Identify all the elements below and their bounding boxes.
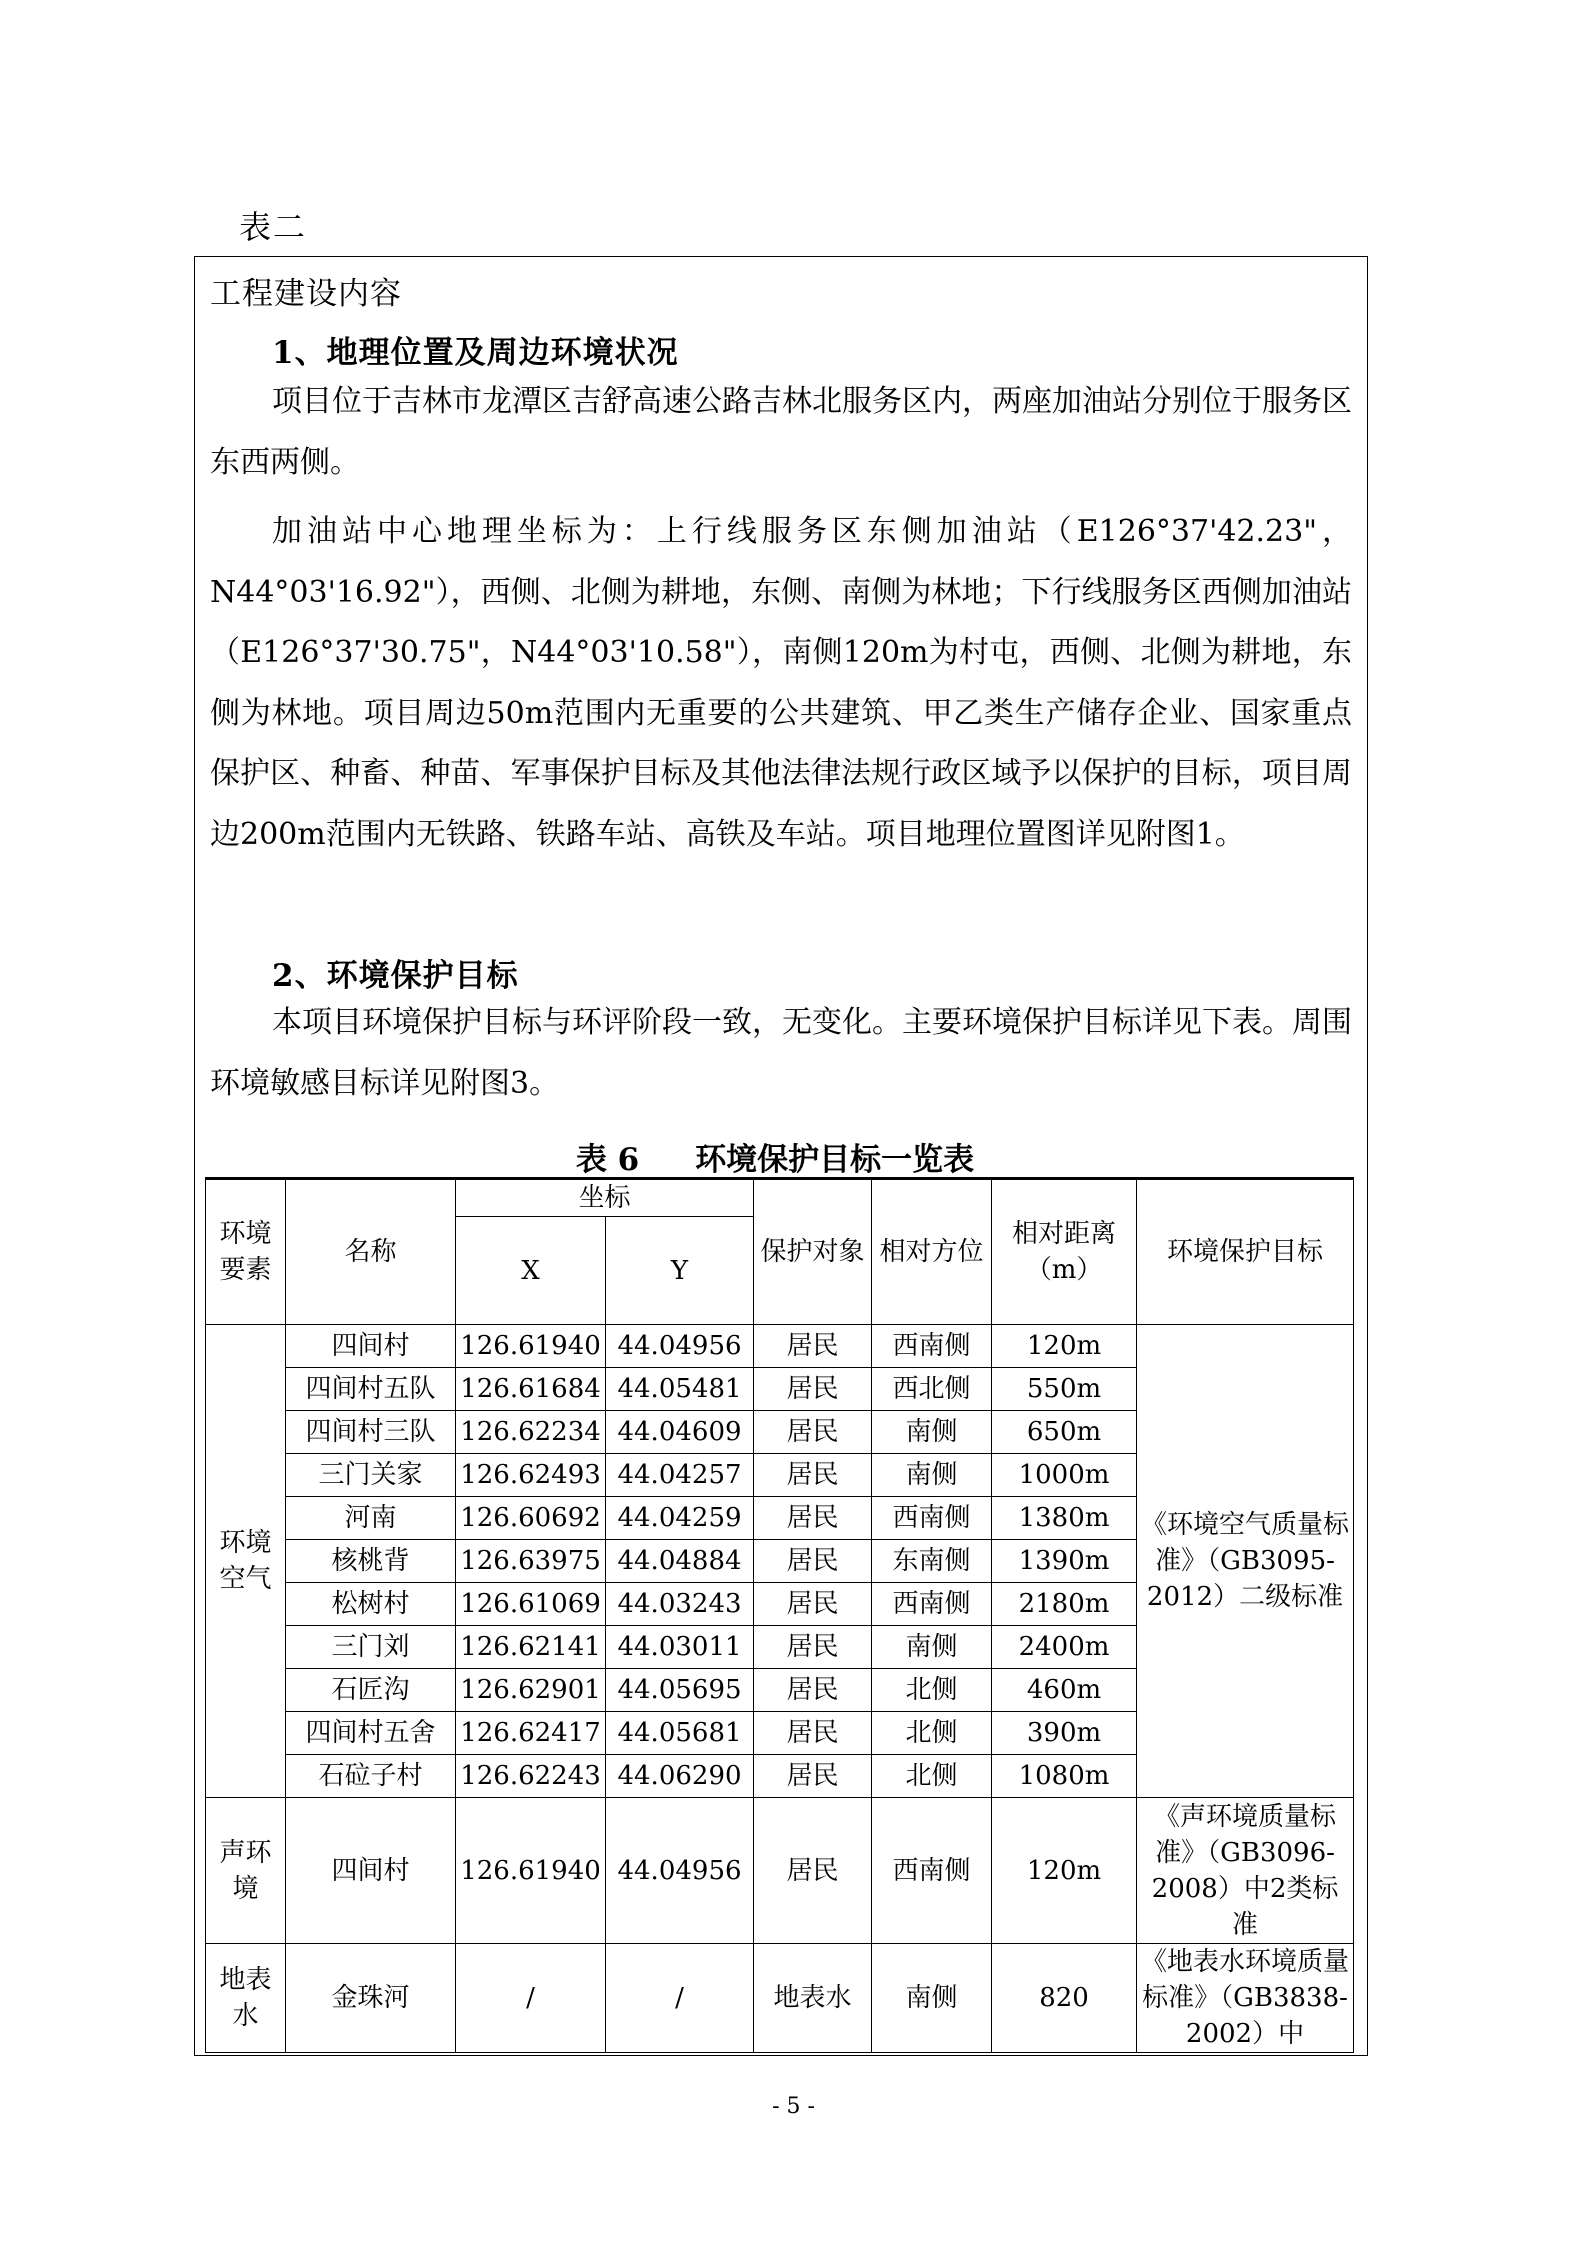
table-tag: 表二 <box>239 208 308 246</box>
cell-name: 三门关家 <box>286 1454 456 1497</box>
cell-distance: 1080m <box>992 1755 1137 1798</box>
cell-y: 44.04956 <box>606 1325 754 1368</box>
header-coord: 坐标 <box>456 1179 754 1217</box>
table-caption-title: 环境保护目标一览表 <box>695 1142 975 1178</box>
cell-distance: 120m <box>992 1325 1137 1368</box>
target-air: 《环境空气质量标准》（GB3095-2012）二级标准 <box>1137 1325 1354 1798</box>
header-target: 环境保护目标 <box>1137 1179 1354 1325</box>
cell-x: 126.61684 <box>456 1368 606 1411</box>
cell-object: 居民 <box>754 1712 872 1755</box>
cell-distance: 460m <box>992 1669 1137 1712</box>
header-name: 名称 <box>286 1179 456 1325</box>
paragraph-text: 本项目环境保护目标与环评阶段一致，无变化。主要环境保护目标详见下表。周围环境敏感目标详见附图3。 <box>210 1005 1352 1101</box>
cell-object: 居民 <box>754 1540 872 1583</box>
cell-x: / <box>456 1944 606 2053</box>
target-water: 《地表水环境质量标准》（GB3838-2002）中 <box>1137 1944 1354 2053</box>
cell-name: 三门刘 <box>286 1626 456 1669</box>
cell-x: 126.63975 <box>456 1540 606 1583</box>
cell-object: 居民 <box>754 1411 872 1454</box>
cell-name: 四间村 <box>286 1798 456 1944</box>
header-object: 保护对象 <box>754 1179 872 1325</box>
paragraph-location <box>210 372 1352 493</box>
element-water: 地表水 <box>206 1944 286 2053</box>
cell-distance: 1390m <box>992 1540 1137 1583</box>
paragraph-coordinates <box>210 502 1352 865</box>
cell-direction: 西南侧 <box>872 1497 992 1540</box>
cell-object: 居民 <box>754 1497 872 1540</box>
cell-direction: 西南侧 <box>872 1798 992 1944</box>
heading-location: 1、地理位置及周边环境状况 <box>272 335 679 371</box>
cell-object: 居民 <box>754 1669 872 1712</box>
cell-x: 126.62141 <box>456 1626 606 1669</box>
paragraph-targets <box>210 993 1352 1114</box>
cell-name: 河南 <box>286 1497 456 1540</box>
cell-distance: 820 <box>992 1944 1137 2053</box>
cell-name: 四间村五舍 <box>286 1712 456 1755</box>
cell-distance: 120m <box>992 1798 1137 1944</box>
cell-distance: 2400m <box>992 1626 1137 1669</box>
cell-y: 44.05681 <box>606 1712 754 1755</box>
cell-y: 44.04259 <box>606 1497 754 1540</box>
cell-name: 金珠河 <box>286 1944 456 2053</box>
cell-distance: 1000m <box>992 1454 1137 1497</box>
cell-name: 四间村三队 <box>286 1411 456 1454</box>
header-y: Y <box>606 1217 754 1325</box>
cell-name: 松树村 <box>286 1583 456 1626</box>
heading-protection-targets: 2、环境保护目标 <box>272 958 519 994</box>
header-x: X <box>456 1217 606 1325</box>
section-title: 工程建设内容 <box>210 276 402 312</box>
cell-y: 44.03011 <box>606 1626 754 1669</box>
target-noise: 《声环境质量标准》（GB3096-2008）中2类标准 <box>1137 1798 1354 1944</box>
cell-object: 居民 <box>754 1583 872 1626</box>
cell-name: 石匠沟 <box>286 1669 456 1712</box>
cell-direction: 西南侧 <box>872 1325 992 1368</box>
cell-direction: 南侧 <box>872 1454 992 1497</box>
cell-x: 126.61069 <box>456 1583 606 1626</box>
cell-x: 126.62493 <box>456 1454 606 1497</box>
cell-distance: 650m <box>992 1411 1137 1454</box>
cell-x: 126.62243 <box>456 1755 606 1798</box>
header-distance: 相对距离（m） <box>992 1179 1137 1325</box>
table-caption <box>200 1134 1350 1179</box>
protection-targets-table <box>205 1177 1354 2053</box>
cell-object: 居民 <box>754 1626 872 1669</box>
cell-direction: 北侧 <box>872 1755 992 1798</box>
cell-direction: 南侧 <box>872 1944 992 2053</box>
cell-y: 44.04609 <box>606 1411 754 1454</box>
paragraph-text: 加油站中心地理坐标为：上行线服务区东侧加油站（E126°37'42.23"，N44°03'16.92"），西侧、北侧为耕地，东侧、南侧为林地；下行线服务区西侧加油站（E126°37'30.75"，N44°03'10.58"），南侧120m为村屯，西侧、北侧为耕地，东侧为林地。项目周边50m范围内无重要的公共建筑、甲乙类生产储存企业、国家重点保护区、种畜、种苗、军事保护目标及其他法律法规行政区域予以保护的目标，项目周边200m范围内无铁路、铁路车站、高铁及车站。项目地理位置图详见附图1。 <box>210 514 1352 852</box>
cell-y: 44.04956 <box>606 1798 754 1944</box>
cell-x: 126.61940 <box>456 1798 606 1944</box>
table-caption-number: 表 6 <box>575 1142 640 1178</box>
element-noise: 声环境 <box>206 1798 286 1944</box>
cell-y: 44.04884 <box>606 1540 754 1583</box>
cell-y: 44.06290 <box>606 1755 754 1798</box>
page-number: - 5 - <box>772 2094 815 2119</box>
cell-y: / <box>606 1944 754 2053</box>
element-air: 环境空气 <box>206 1325 286 1798</box>
cell-x: 126.62901 <box>456 1669 606 1712</box>
cell-name: 核桃背 <box>286 1540 456 1583</box>
cell-direction: 东南侧 <box>872 1540 992 1583</box>
cell-y: 44.05695 <box>606 1669 754 1712</box>
cell-direction: 西北侧 <box>872 1368 992 1411</box>
cell-object: 居民 <box>754 1325 872 1368</box>
cell-direction: 北侧 <box>872 1669 992 1712</box>
cell-name: 四间村 <box>286 1325 456 1368</box>
cell-direction: 北侧 <box>872 1712 992 1755</box>
cell-direction: 南侧 <box>872 1626 992 1669</box>
header-element: 环境要素 <box>206 1179 286 1325</box>
cell-y: 44.04257 <box>606 1454 754 1497</box>
cell-object: 居民 <box>754 1368 872 1411</box>
cell-y: 44.05481 <box>606 1368 754 1411</box>
cell-direction: 南侧 <box>872 1411 992 1454</box>
cell-object: 居民 <box>754 1798 872 1944</box>
cell-distance: 390m <box>992 1712 1137 1755</box>
cell-distance: 1380m <box>992 1497 1137 1540</box>
cell-y: 44.03243 <box>606 1583 754 1626</box>
header-direction: 相对方位 <box>872 1179 992 1325</box>
cell-object: 居民 <box>754 1454 872 1497</box>
cell-distance: 2180m <box>992 1583 1137 1626</box>
cell-object: 居民 <box>754 1755 872 1798</box>
cell-name: 石砬子村 <box>286 1755 456 1798</box>
cell-x: 126.62234 <box>456 1411 606 1454</box>
cell-name: 四间村五队 <box>286 1368 456 1411</box>
cell-distance: 550m <box>992 1368 1137 1411</box>
cell-x: 126.60692 <box>456 1497 606 1540</box>
cell-x: 126.61940 <box>456 1325 606 1368</box>
paragraph-text: 项目位于吉林市龙潭区吉舒高速公路吉林北服务区内，两座加油站分别位于服务区东西两侧。 <box>210 384 1352 480</box>
cell-object: 地表水 <box>754 1944 872 2053</box>
cell-x: 126.62417 <box>456 1712 606 1755</box>
cell-direction: 西南侧 <box>872 1583 992 1626</box>
